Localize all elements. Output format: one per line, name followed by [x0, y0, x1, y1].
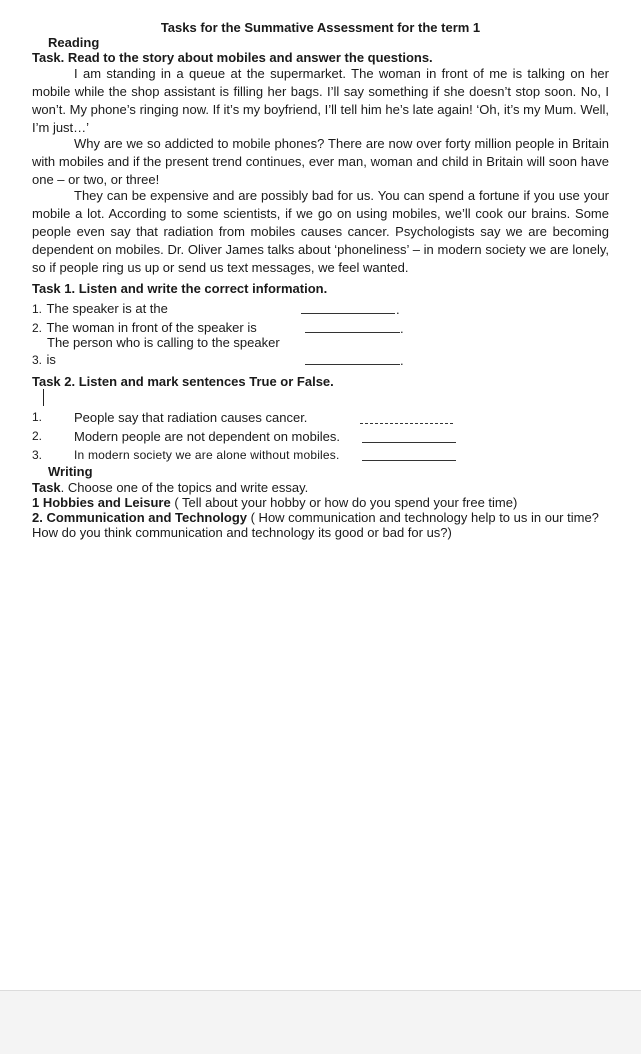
task1-item-3-period: .	[400, 353, 404, 368]
reading-paragraph-2: Why are we so addicted to mobile phones? There are now over forty million people in Britain with mobiles and if the present trend continues, ever man, woman and child in Britain will soon have one – or two, or three!	[32, 136, 609, 187]
writing-task-label: Task	[32, 480, 61, 495]
task2-item-2-blank[interactable]	[362, 442, 456, 443]
task1-item-2-text: The woman in front of the speaker is	[46, 320, 257, 335]
writing-topic-1-label: 1 Hobbies and Leisure	[32, 495, 171, 510]
task2-item-3-text: In modern society we are alone without mobiles.	[74, 448, 340, 462]
writing-task-text: . Choose one of the topics and write essay.	[60, 480, 309, 495]
writing-task	[32, 480, 308, 495]
task2-item-1-blank[interactable]	[360, 423, 453, 424]
reading-paragraph-3: They can be expensive and are possibly bad for us. You can spend a fortune if you use your mobile a lot. According to some scientists, if we go on using mobiles, we’ll cook our brains. Some people even say that radiation from mobiles causes cancer. Psychologists say we are becoming dependent on mobiles. Dr. Oliver James talks about ‘phoneliness’ – in modern society we are lonely, so if people ring us up or send us text messages, we feel wanted.	[32, 188, 609, 275]
task1-item-2-blank[interactable]	[305, 332, 400, 333]
task2-item-2-text: Modern people are not dependent on mobiles.	[74, 429, 340, 444]
task1-item-1-text: The speaker is at the	[46, 301, 168, 316]
writing-topic-1-desc: ( Tell about your hobby or how do you spend your free time)	[170, 495, 518, 510]
task1-item-2-period: .	[400, 321, 404, 336]
writing-heading: Writing	[48, 464, 93, 479]
task1-item-1-number: 1.	[32, 302, 43, 316]
task1-item-1	[32, 300, 168, 318]
task1-item-3-text: is	[46, 352, 56, 367]
reading-task-label: Task. Read to the story about mobiles and answer the questions.	[32, 50, 433, 65]
writing-topic-2-label: 2. Communication and Technology	[32, 510, 247, 525]
task2-item-3-blank[interactable]	[362, 460, 456, 461]
task2-heading: Task 2. Listen and mark sentences True or False.	[32, 374, 334, 389]
task1-item-2-number: 2.	[32, 321, 43, 335]
text-cursor	[43, 389, 44, 406]
task1-item-1-period: .	[396, 302, 400, 317]
task1-item-3-number: 3.	[32, 353, 43, 367]
writing-topic-2-desc: ( How communication and technology help to us in our time?	[247, 510, 599, 525]
task2-item-3-number: 3.	[32, 448, 43, 462]
document-title: Tasks for the Summative Assessment for the term 1	[160, 20, 481, 35]
task1-item-3-prompt: The person who is calling to the speaker	[47, 335, 280, 350]
reading-paragraph-1: I am standing in a queue at the supermarket. The woman in front of me is talking on her mobile while the shop assistant is filling her bags. I’ll say something if she doesn’t stop soon. No, I won’t. My phone’s ringing now. If it’s my boyfriend, I’ll tell him he’s late again! ‘Oh, it’s my Mum. Well, I’m just…’	[32, 66, 609, 135]
task1-item-3	[32, 351, 56, 369]
task1-item-3-blank[interactable]	[305, 364, 400, 365]
writing-topic-2	[32, 510, 599, 525]
task1-item-1-blank[interactable]	[301, 313, 395, 314]
writing-topic-2-continued: How do you think communication and technology its good or bad for us?)	[32, 525, 452, 540]
task2-item-1-number: 1.	[32, 410, 43, 424]
task2-item-2-number: 2.	[32, 429, 43, 443]
writing-topic-1	[32, 495, 517, 510]
task2-item-1-text: People say that radiation causes cancer.	[74, 410, 308, 425]
task1-heading: Task 1. Listen and write the correct information.	[32, 281, 328, 296]
reading-heading: Reading	[48, 35, 100, 50]
viewer-background	[0, 990, 641, 1054]
